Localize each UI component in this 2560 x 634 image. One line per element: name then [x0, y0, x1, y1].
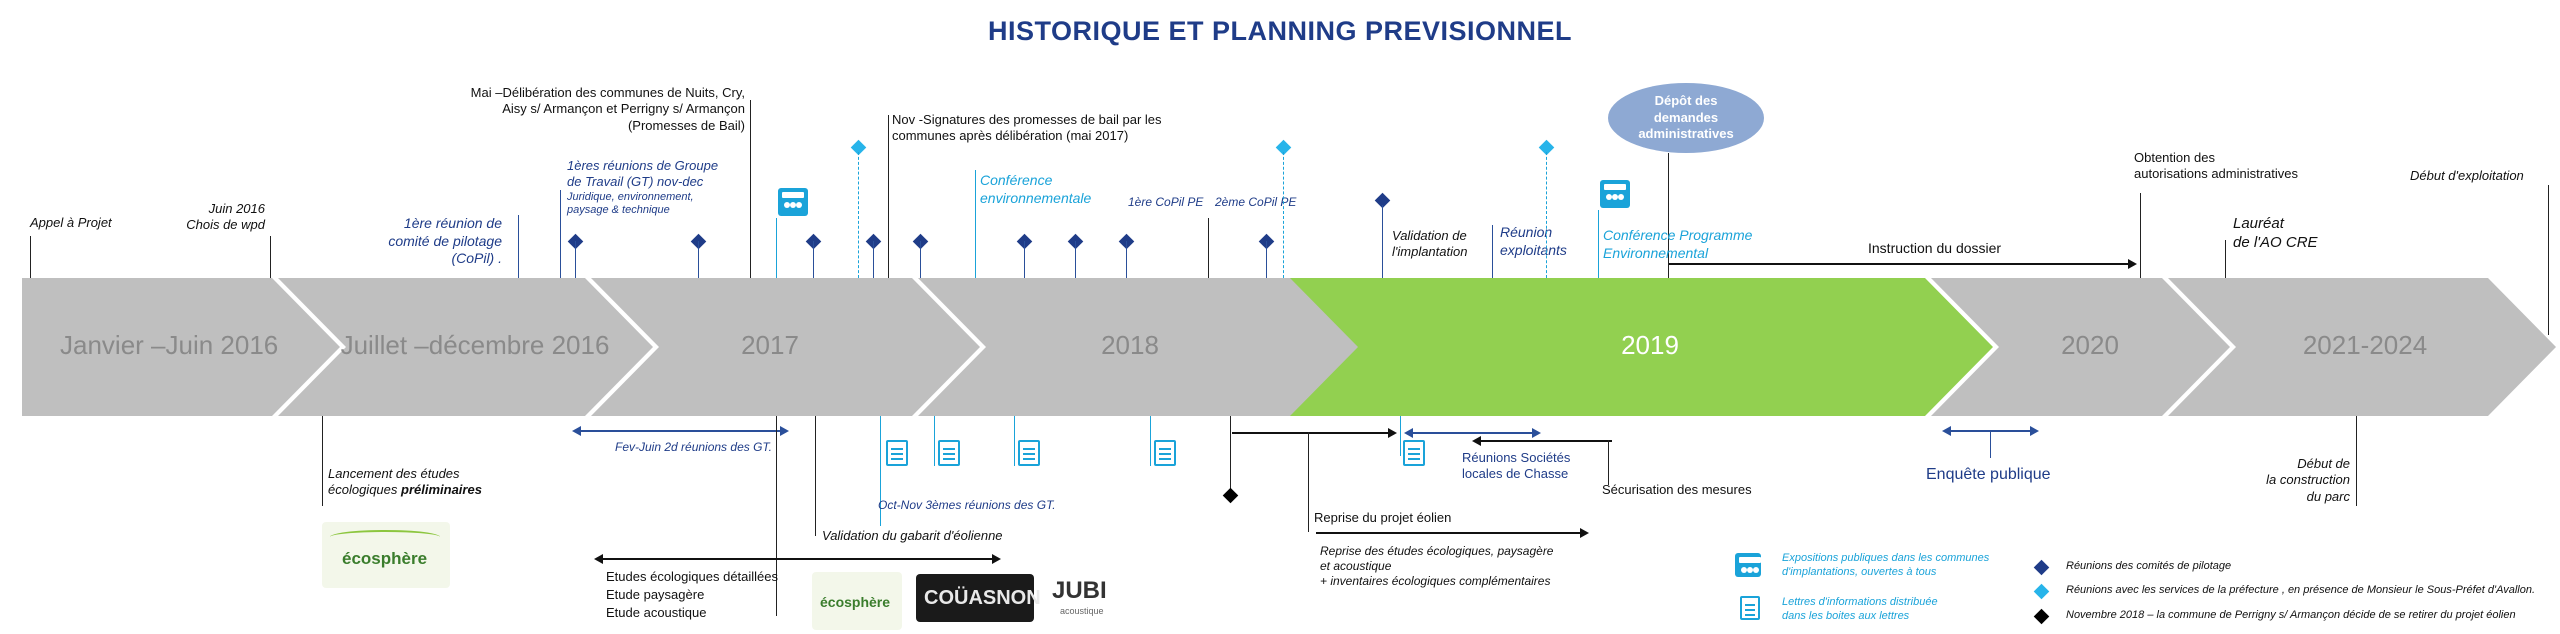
page-title: HISTORIQUE ET PLANNING PREVISIONNEL: [987, 16, 1573, 46]
event-debut-construction: Début de la construction du parc: [2266, 456, 2350, 504]
couasnon-logo: COÜASNON: [916, 574, 1034, 622]
lettre-icon: [1154, 440, 1176, 466]
marker-line: [1208, 218, 1209, 278]
marker-line: [815, 416, 816, 536]
marker-line: [2356, 416, 2357, 506]
arrow-head: [2128, 259, 2137, 269]
marker-line: [1400, 416, 1401, 456]
exposition-icon: [1600, 180, 1630, 208]
segment-label: Juillet –décembre 2016: [340, 330, 610, 360]
marker-line: [1075, 241, 1076, 278]
ecosphere-logo: écosphère: [322, 522, 450, 588]
event-juin-2016: Juin 2016 Chois de wpd: [186, 201, 265, 233]
marker-line: [975, 170, 976, 278]
marker-line: [750, 100, 751, 278]
event-enquete-publique: Enquête publique: [1926, 466, 2051, 483]
arrow-head: [1532, 428, 1541, 438]
legend-exposition: Expositions publiques dans les communes d'implantations, ouvertes à tous: [1782, 552, 1990, 578]
etudes-arrow: [602, 558, 992, 560]
marker-line: [1308, 432, 1309, 532]
arrow-head: [992, 554, 1001, 564]
reprise-etudes-arrow: [1316, 532, 1581, 534]
event-instruction: Instruction du dossier: [1868, 240, 2002, 256]
marker-line: [698, 241, 699, 278]
marker-line: [1492, 225, 1493, 278]
arrow-head: [1404, 428, 1413, 438]
event-lancement: Lancement des études écologiques préliminaires: [328, 466, 482, 498]
marker-line: [518, 215, 519, 278]
marker-line: [2140, 193, 2141, 278]
exposition-icon: [778, 188, 808, 216]
segment-label: 2019: [1621, 330, 1679, 360]
event-reprise: Reprise du projet éolien: [1314, 510, 1452, 525]
marker-line: [575, 241, 576, 278]
arrow-head: [1942, 426, 1951, 436]
event-reunions-chasse: Réunions Sociétés locales de Chasse: [1462, 450, 1571, 482]
event-debut-exploitation: Début d'exploitation: [2410, 168, 2524, 183]
event-copil-1: 1ère réunion de comité de pilotage (CoPil) .: [388, 215, 502, 266]
segment-label: Janvier –Juin 2016: [60, 330, 279, 360]
marker-line: [1014, 416, 1015, 466]
marker-line: [1382, 205, 1383, 278]
lettre-icon: [938, 440, 960, 466]
arrow-head: [1580, 528, 1589, 538]
legend-lettre-icon: [1740, 596, 1760, 620]
event-reunion-exploitants: Réunion exploitants: [1500, 224, 1567, 258]
marker-line: [2225, 240, 2226, 278]
legend-exposition-icon: [1735, 553, 1761, 577]
event-fev-juin-gt: Fev-Juin 2d réunions des GT.: [615, 440, 772, 454]
arrow-head: [2030, 426, 2039, 436]
event-validation-implantation: Validation de l'implantation: [1392, 228, 1468, 260]
reprise-arrow: [1232, 432, 1390, 434]
marker-line: [560, 190, 561, 278]
legend-lettres: Lettres d'informations distribuée dans les boites aux lettres: [1782, 596, 1938, 622]
arrow-head: [780, 426, 789, 436]
segment-label: 2021-2024: [2302, 330, 2428, 360]
marker-line: [1126, 241, 1127, 278]
legend-prefecture: Réunions avec les services de la préfecture , en présence de Monsieur le Sous-Préfet d'Avallon.: [2066, 584, 2536, 596]
marker-line: [2548, 185, 2549, 335]
marker-line: [920, 241, 921, 278]
marker-line: [934, 416, 935, 466]
marker-line: [322, 416, 323, 506]
marker-line: [1608, 440, 1609, 485]
event-mai-deliberation: Mai –Délibération des communes de Nuits, Cry, Aisy s/ Armançon et Perrigny s/ Armançon (Promesses de Bail): [470, 85, 745, 133]
chasse-arrow: [1412, 432, 1532, 434]
segment-label: 2017: [741, 330, 799, 360]
arrow-head: [572, 426, 581, 436]
marker-line: [1230, 416, 1231, 496]
event-copil-pe-1: 1ère CoPil PE: [1128, 195, 1204, 209]
jubi-logo: JUBI acoustique: [1048, 570, 1118, 626]
marker-line: [888, 115, 889, 278]
instruction-arrow: [1669, 263, 2129, 265]
event-oct-nov-gt: Oct-Nov 3èmes réunions des GT.: [878, 498, 1056, 512]
marker-line: [813, 241, 814, 278]
arrow-head: [1472, 436, 1481, 446]
marker-line: [1024, 241, 1025, 278]
event-etudes: Etudes écologiques détaillées Etude paysagère Etude acoustique: [606, 569, 779, 621]
segment-label: 2020: [2061, 330, 2119, 360]
marker-line: [1598, 210, 1599, 278]
event-validation-gabarit: Validation du gabarit d'éolienne: [822, 528, 1003, 543]
marker-line: [270, 236, 271, 278]
event-copil-pe-2: 2ème CoPil PE: [1215, 195, 1297, 209]
arrow-head: [1388, 428, 1397, 438]
marker-line: [776, 218, 777, 278]
legend-perrigny: Novembre 2018 – la commune de Perrigny s/ Armançon décide de se retirer du projet éolien: [2066, 609, 2516, 621]
gt2-arrow: [580, 430, 780, 432]
event-obtention: Obtention des autorisations administratives: [2134, 150, 2299, 182]
event-appel-projet: Appel à Projet: [30, 215, 112, 230]
event-conference-env: Conférence environnementale: [980, 172, 1092, 206]
event-reprise-etudes: Reprise des études écologiques, paysagère et acoustique + inventaires écologiques complémentaires: [1320, 544, 1554, 588]
legend-copil: Réunions des comités de pilotage: [2066, 560, 2232, 572]
event-gt-1: 1ères réunions de Groupe de Travail (GT) nov-dec Juridique, environnement, paysage & technique: [567, 158, 719, 217]
marker-line: [1283, 152, 1284, 278]
lettre-icon: [886, 440, 908, 466]
ecosphere-logo: écosphère: [812, 572, 902, 630]
segment-label: 2018: [1101, 330, 1159, 360]
marker-line: [858, 152, 859, 278]
depot-bubble: Dépôt des demandes administratives: [1608, 83, 1764, 153]
marker-line: [1266, 241, 1267, 278]
event-laureat: Lauréat de l'AO CRE: [2233, 215, 2318, 251]
marker-line: [873, 241, 874, 278]
event-nov-signatures: Nov -Signatures des promesses de bail par les communes après délibération (mai 2017): [892, 112, 1162, 144]
marker-line: [30, 236, 31, 278]
lettre-icon: [1403, 440, 1425, 466]
marker-line: [1990, 430, 1991, 458]
event-securisation: Sécurisation des mesures: [1602, 482, 1752, 497]
marker-line: [1546, 152, 1547, 278]
event-conference-programme: Conférence Programme Environnemental: [1603, 227, 1753, 261]
lettre-icon: [1018, 440, 1040, 466]
securisation-arrow: [1480, 440, 1612, 442]
marker-line: [1150, 416, 1151, 466]
arrow-head: [594, 554, 603, 564]
